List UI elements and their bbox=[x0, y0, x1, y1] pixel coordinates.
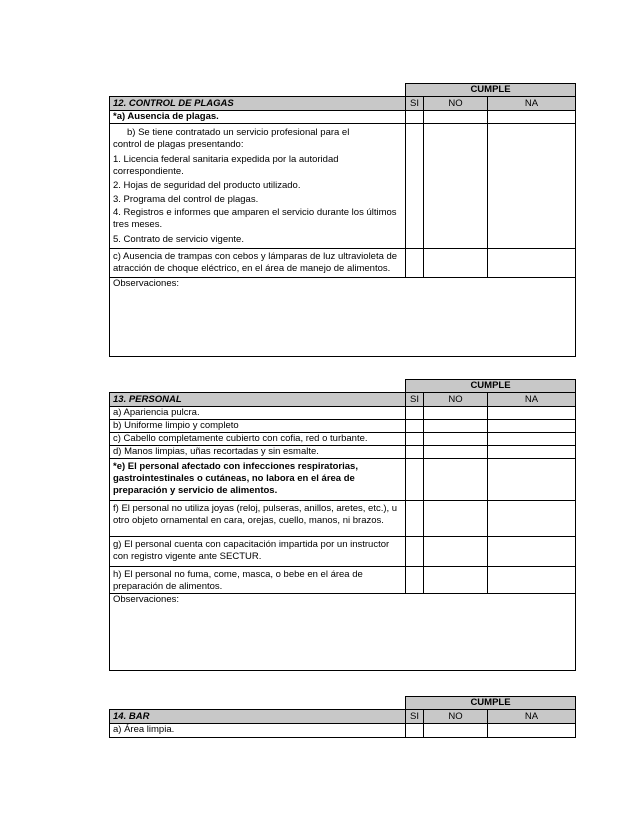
no-cell[interactable] bbox=[424, 537, 488, 567]
section-13-table bbox=[109, 379, 576, 671]
item-c-label: c) Cabello completamente cubierto con cofia, red o turbante. bbox=[110, 433, 406, 446]
na-header: NA bbox=[488, 710, 576, 724]
si-cell[interactable] bbox=[406, 567, 424, 594]
na-cell[interactable] bbox=[488, 407, 576, 420]
no-cell[interactable] bbox=[424, 111, 488, 124]
item-f-label: f) El personal no utiliza joyas (reloj, pulseras, anillos, aretes, etc.), u otro objeto ornamental en cara, orejas, cuello, manos, ni brazos. bbox=[110, 501, 406, 537]
si-cell[interactable] bbox=[406, 501, 424, 537]
header-spacer bbox=[110, 380, 406, 393]
item-g-label: g) El personal cuenta con capacitación impartida por un instructor con registro vigente ante SECTUR. bbox=[110, 537, 406, 567]
si-cell[interactable] bbox=[406, 407, 424, 420]
item-b-block bbox=[110, 124, 406, 249]
item-b-intro-line2: control de plagas presentando: bbox=[113, 139, 244, 150]
item-b-intro-line1: b) Se tiene contratado un servicio profesional para el bbox=[127, 127, 350, 138]
section-title: 14. BAR bbox=[110, 710, 406, 724]
item-b-1: 1. Licencia federal sanitaria expedida por la autoridad correspondiente. bbox=[113, 154, 339, 177]
observaciones-field[interactable]: Observaciones: bbox=[110, 594, 576, 671]
header-spacer bbox=[110, 84, 406, 97]
na-cell[interactable] bbox=[488, 501, 576, 537]
item-b-3: 3. Programa del control de plagas. bbox=[113, 194, 259, 205]
na-cell[interactable] bbox=[488, 249, 576, 278]
si-cell[interactable] bbox=[406, 459, 424, 501]
si-cell[interactable] bbox=[406, 433, 424, 446]
na-cell[interactable] bbox=[488, 567, 576, 594]
item-a-label: *a) Ausencia de plagas. bbox=[110, 111, 406, 124]
no-header: NO bbox=[424, 710, 488, 724]
item-b-4: 4. Registros e informes que amparen el servicio durante los últimos tres meses. bbox=[113, 207, 397, 230]
observaciones-field[interactable]: Observaciones: bbox=[110, 278, 576, 357]
header-spacer bbox=[110, 697, 406, 710]
cumple-header: CUMPLE bbox=[406, 697, 576, 710]
item-d-label: d) Manos limpias, uñas recortadas y sin esmalte. bbox=[110, 446, 406, 459]
item-b-label: b) Uniforme limpio y completo bbox=[110, 420, 406, 433]
si-header: SI bbox=[406, 710, 424, 724]
na-cell[interactable] bbox=[488, 459, 576, 501]
si-cell[interactable] bbox=[406, 111, 424, 124]
si-cell[interactable] bbox=[406, 446, 424, 459]
item-a-label: a) Área limpia. bbox=[110, 724, 406, 738]
no-cell[interactable] bbox=[424, 446, 488, 459]
item-b-2: 2. Hojas de seguridad del producto utilizado. bbox=[113, 180, 301, 191]
no-cell[interactable] bbox=[424, 249, 488, 278]
item-b-5: 5. Contrato de servicio vigente. bbox=[113, 234, 244, 245]
no-cell[interactable] bbox=[424, 407, 488, 420]
no-cell[interactable] bbox=[424, 433, 488, 446]
na-cell[interactable] bbox=[488, 537, 576, 567]
si-header: SI bbox=[406, 393, 424, 407]
si-cell[interactable] bbox=[406, 249, 424, 278]
na-header: NA bbox=[488, 97, 576, 111]
cumple-header: CUMPLE bbox=[406, 84, 576, 97]
no-cell[interactable] bbox=[424, 567, 488, 594]
si-cell[interactable] bbox=[406, 537, 424, 567]
item-c-label: c) Ausencia de trampas con cebos y lámparas de luz ultravioleta de atracción de choque eléctrico, en el área de manejo de alimentos. bbox=[110, 249, 406, 278]
na-cell[interactable] bbox=[488, 724, 576, 738]
na-cell[interactable] bbox=[488, 111, 576, 124]
si-cell[interactable] bbox=[406, 724, 424, 738]
na-cell[interactable] bbox=[488, 420, 576, 433]
na-cell[interactable] bbox=[488, 124, 576, 249]
section-title: 12. CONTROL DE PLAGAS bbox=[110, 97, 406, 111]
item-h-label: h) El personal no fuma, come, masca, o bebe en el área de preparación de alimentos. bbox=[110, 567, 406, 594]
no-header: NO bbox=[424, 393, 488, 407]
si-cell[interactable] bbox=[406, 420, 424, 433]
si-header: SI bbox=[406, 97, 424, 111]
no-cell[interactable] bbox=[424, 124, 488, 249]
section-12-table bbox=[109, 83, 576, 357]
no-cell[interactable] bbox=[424, 724, 488, 738]
no-cell[interactable] bbox=[424, 501, 488, 537]
no-cell[interactable] bbox=[424, 459, 488, 501]
na-cell[interactable] bbox=[488, 446, 576, 459]
section-14-table bbox=[109, 696, 576, 738]
section-title: 13. PERSONAL bbox=[110, 393, 406, 407]
item-e-label: *e) El personal afectado con infecciones respiratorias, gastrointestinales o cutáneas, no labora en el área de preparación y servicio de alimentos. bbox=[110, 459, 406, 501]
cumple-header: CUMPLE bbox=[406, 380, 576, 393]
na-header: NA bbox=[488, 393, 576, 407]
no-cell[interactable] bbox=[424, 420, 488, 433]
si-cell[interactable] bbox=[406, 124, 424, 249]
na-cell[interactable] bbox=[488, 433, 576, 446]
no-header: NO bbox=[424, 97, 488, 111]
item-a-label: a) Apariencia pulcra. bbox=[110, 407, 406, 420]
